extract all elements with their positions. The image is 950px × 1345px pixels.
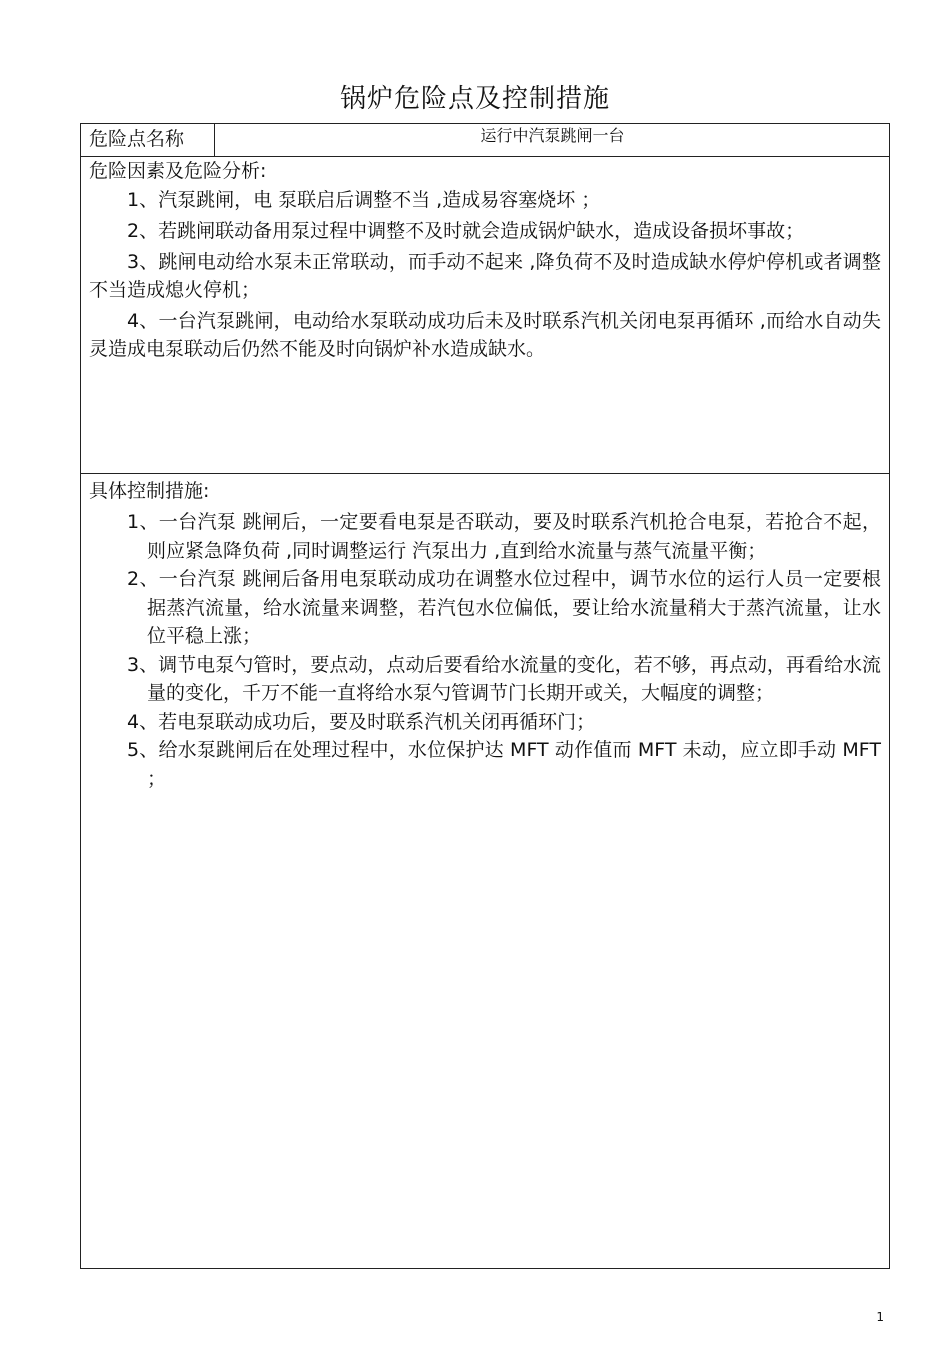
- hazard-name-label: 危险点名称: [81, 124, 215, 156]
- control-item: 4、若电泵联动成功后，要及时联系汽机关闭再循环门；: [127, 710, 596, 733]
- control-item: 2、一台汽泵 跳闸后备用电泵联动成功在调整水位过程中，调节水位的运行人员一定要根据蒸汽流量，给水流量来调整，若汽包水位偏低，要让给水流量稍大于蒸汽流量，让水位平稳上涨；: [127, 568, 881, 647]
- control-item: 1、一台汽泵 跳闸后，一定要看电泵是否联动，要及时联系汽机抢合电泵，若抢合不起，则应紧急降负荷 ,同时调整运行 汽泵出力 ,直到给水流量与蒸气流量平衡；: [127, 511, 881, 562]
- risk-item: 3、跳闸电动给水泵未正常联动，而手动不起来 ,降负荷不及时造成缺水停炉停机或者调整不当造成熄火停机；: [89, 251, 881, 301]
- control-item: 5、给水泵跳闸后在处理过程中，水位保护达 MFT 动作值而 MFT 未动，应立即手动 MFT ；: [127, 739, 881, 790]
- page-number: 1: [876, 1310, 884, 1324]
- hazard-table: [80, 123, 890, 1269]
- risk-analysis-heading: 危险因素及危险分析:: [89, 160, 267, 182]
- control-measures-section: [81, 475, 889, 1268]
- risk-item: 4、一台汽泵跳闸，电动给水泵联动成功后未及时联系汽机关闭电泵再循环 ,而给水自动失灵造成电泵联动后仍然不能及时向锅炉补水造成缺水。: [89, 310, 881, 360]
- risk-item: 2、若跳闸联动备用泵过程中调整不及时就会造成锅炉缺水，造成设备损坏事故；: [127, 220, 805, 242]
- page-title: 锅炉危险点及控制措施: [339, 84, 610, 114]
- risk-analysis-section: [81, 157, 889, 474]
- hazard-name-value: 运行中汽泵跳闸一台: [480, 126, 625, 145]
- control-item: 3、调节电泵勺管时，要点动，点动后要看给水流量的变化，若不够，再点动，再看给水流量的变化，千万不能一直将给水泵勺管调节门长期开或关，大幅度的调整；: [127, 653, 881, 704]
- hazard-name-row: [81, 124, 889, 157]
- risk-item: 1、汽泵跳闸，电 泵联启后调整不当 ,造成易容塞烧坏 ；: [127, 189, 601, 211]
- control-measures-heading: 具体控制措施:: [89, 480, 210, 502]
